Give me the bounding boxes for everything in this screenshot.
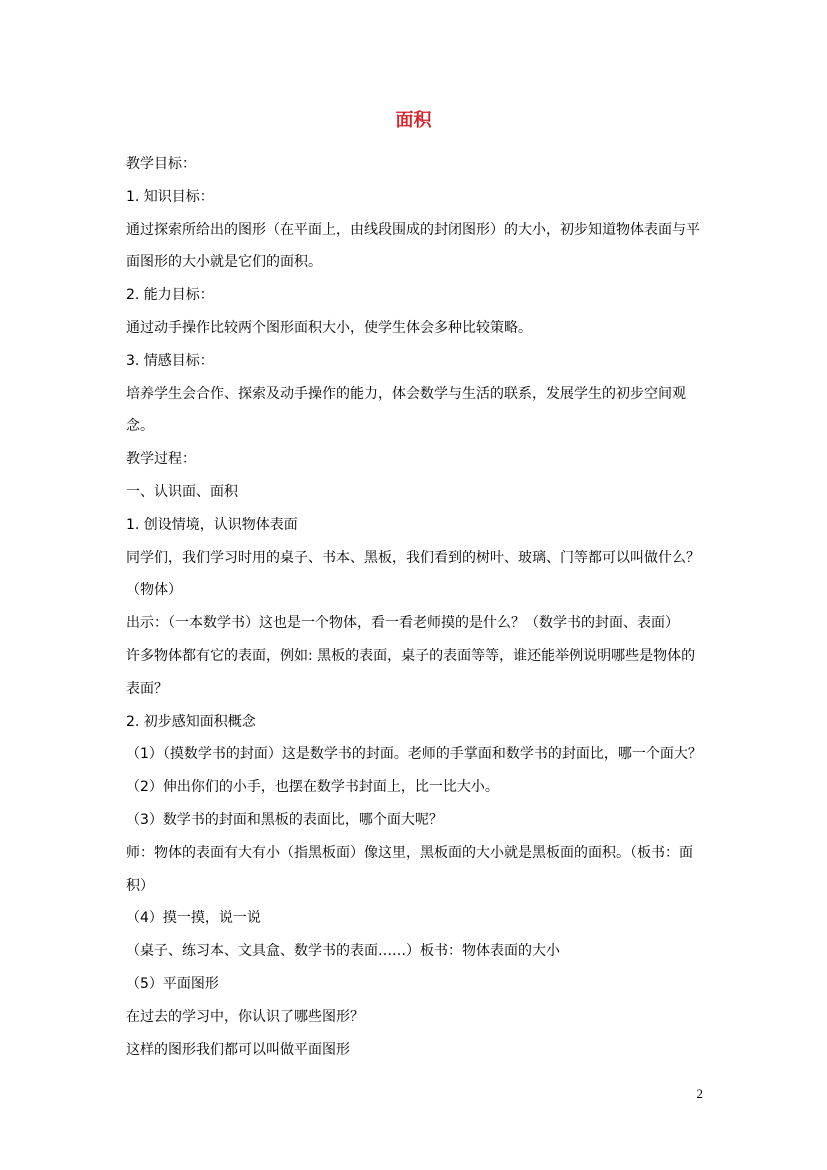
paragraph-emotion-goal-heading: 3. 情感目标：: [126, 352, 214, 369]
paragraph-section-one-heading: 一、认识面、面积: [126, 483, 238, 500]
paragraph-item-four: （4）摸一摸，说一说: [126, 910, 261, 927]
paragraph-knowledge-goal-heading: 1. 知识目标：: [126, 188, 214, 205]
paragraph-show-math-book: 出示：（一本数学书）这也是一个物体，看一看老师摸的是什么？（数学书的封面、表面）: [126, 615, 679, 632]
paragraph-shapes-question: 在过去的学习中，你认识了哪些图形？: [126, 1008, 364, 1025]
paragraph-ability-goal-text: 通过动手操作比较两个图形面积大小，使学生体会多种比较策略。: [126, 319, 532, 336]
paragraph-teaching-goals-heading: 教学目标：: [126, 156, 196, 172]
paragraph-item-five: （5）平面图形: [126, 975, 219, 992]
paragraph-ability-goal-heading: 2. 能力目标：: [126, 287, 214, 304]
paragraph-item-two: （2）伸出你们的小手，也摆在数学书封面上，比一比大小。: [126, 779, 499, 796]
paragraph-item-three: （3）数学书的封面和黑板的表面比，哪个面大呢？: [126, 811, 443, 828]
document-title: 面积: [395, 110, 432, 131]
paragraph-object-question: 同学们，我们学习时用的桌子、书本、黑板，我们看到的树叶、玻璃、门等都可以叫做什么？（物体）: [126, 549, 700, 599]
paragraph-plane-shapes-summary: 这样的图形我们都可以叫做平面图形: [126, 1041, 350, 1058]
paragraph-board-note: （桌子、练习本、文具盒、数学书的表面……）板书：物体表面的大小: [126, 943, 560, 960]
paragraph-emotion-goal-text: 培养学生会合作、探索及动手操作的能力，体会数学与生活的联系，发展学生的初步空间观念。: [126, 385, 686, 435]
paragraph-item-one: （1）（摸数学书的封面）这是数学书的封面。老师的手掌面和数学书的封面比，哪一个面大？: [126, 746, 702, 763]
paragraph-object-surfaces: 许多物体都有它的表面，例如: 黑板的表面，桌子的表面等等，谁还能举例说明哪些是物体的表面？: [126, 647, 696, 697]
page-number: 2: [696, 1086, 703, 1101]
paragraph-step-two-heading: 2. 初步感知面积概念: [126, 713, 256, 730]
paragraph-teacher-explanation: 师：物体的表面有大有小（指黑板面）像这里，黑板面的大小就是黑板面的面积。（板书：面积）: [126, 844, 693, 894]
paragraph-teaching-process-heading: 教学过程：: [126, 451, 196, 468]
document-body: [126, 148, 708, 1066]
paragraph-step-one-heading: 1. 创设情境，认识物体表面: [126, 516, 298, 533]
paragraph-knowledge-goal-text: 通过探索所给出的图形（在平面上，由线段围成的封闭图形）的大小，初步知道物体表面与平面图形的大小就是它们的面积。: [126, 221, 700, 271]
